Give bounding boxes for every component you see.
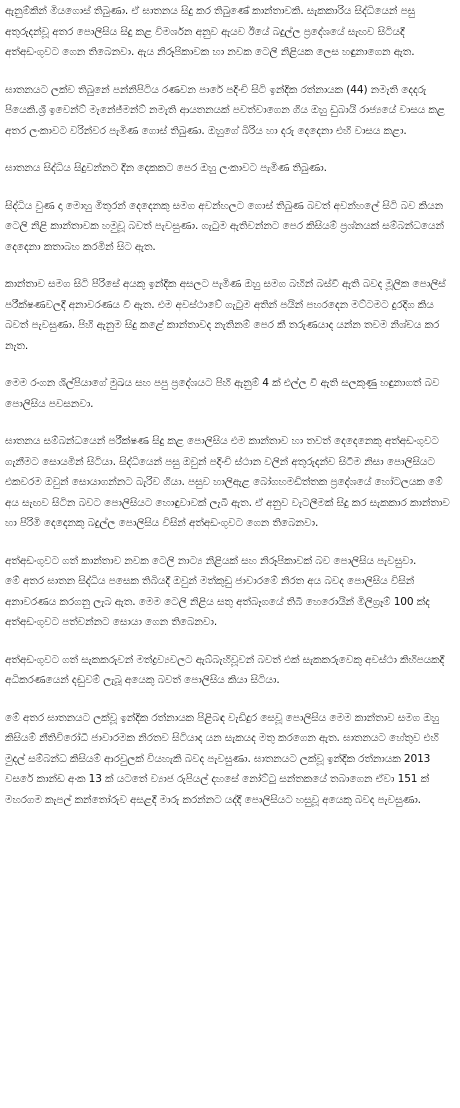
paragraph-stab-wounds: මෙම රංගන ශිල්පියාගේ මුඛය සහ පපු ප්‍රදේශයට පිහි ඇනුම් 4 ක් එල්ල වී ඇති සලකුණු හඳුනාගත් බව පොලිසිය පවසනවා.	[5, 377, 440, 410]
paragraph-victim-details: ඝාතනයට ලක්ව තිබුනේ පන්නිපිටිය රණවන පාරේ පදිංචි සිටි ඉන්දික රත්නායක (44) නමැති දෙදරු පියෙකි.ශ්‍රී ඉවෙන්ට් මැනේජ්මන්ට් නමැති ආයතනයක් පවත්වාගෙන ගිය ඔහු ඩුබායි රාජ්‍යයේ වාසය කළ අතර ලංකාවට වරින්වර පැමිණ ගොස් තිබුණා. ඔහුගේ බිරිය හා දරු දෙදෙනා එහි වාසය කළා.	[5, 83, 445, 137]
paragraph-arrival: ඝාතනය සිද්ධිය සිදුවන්නට දින දෙකකට පෙර ඔහු ලංකාවට පැමිණ තිබුණා.	[5, 162, 327, 174]
paragraph-victim-background: මේ අතර ඝාතනයට ලක්වූ ඉන්දික රත්නායක පිළිබඳ වැඩිදුර සෙවූ පොලිසිය මෙම කාන්තාව සමග ඔහු කිසියම් නීතිවිරෝධී ජාවාරමක නිරතව සිටියාද යන සැකයද මතු කරගෙන ඇත. ඝාතනයට හේතුව එහි මුදල් සම්බන්ධ කිසියම් ආරවුලක් වියහැකි බවද පැවසුණා. ඝාතනයට ලක්වූ ඉන්දික රත්නායක 2013 වසරේ කාන්ඩ අංක 13 ක් යටතේ ව්‍යාජ රුපියල් දහසේ නෝට්ටු සන්තකයේ තබාගෙන ඒවා 151 ක් මහරගම කැපල් කන්තෝරුව අසළදී මාරු කරන්නට යද්දී පොලිසියට හසුවූ අයෙකු බවද පැවසුණා.	[5, 711, 440, 806]
paragraph-restaurant: සිද්ධිය වුණ දා මොහු මිතුරන් දෙදෙනකු සමග අවන්හලට ගොස් තිබුණ බවත් අවන්හලේ සිටි බව කියන ටෙලි නිළි කාන්තාවක හමුවූ බවත් පැවසුණා. ගැටුම ඇතිවන්නට පෙර කිසියම් ප්‍රශ්නයක් සම්බන්ධයෙන් දෙදෙනා කතාබහ කරමින් සිට ඇත.	[5, 199, 444, 253]
paragraph-altercation: කාන්තාව සමග සිටි පිරිසේ අයකු ඉන්දික අසලට පැමිණ ඔහු සමග බහින් බස්වී ඇති බවද මූලික පොලිස් පරීක්ෂණවලදී අනාවරණය වී ඇත. එම අවස්ථාවේ ගැටුම අතින් පයින් පහරදෙන මට්ටමට දුරදිග කිය බවත් පැවසුණා. පිහි ඇනුම සිදු කළේ කාන්තාවද නැතිනම් පෙර කී තරුණයාද යන්න තවම නිශ්චය කර නැත.	[5, 278, 446, 352]
paragraph-suspect-history: අත්අඩංගුවට ගත් සැකකරුවන් මත්ද්‍රව්‍යවලට ඇබ්බැහිවූවන් බවත් එක් සැකකරුවෙකු අවස්ථා කිහිපයකදී අධිකරණයෙන් දඬුවම් ලැබූ අයෙකු බවත් පොලිසිය කියා සිටියා.	[5, 653, 445, 686]
paragraph-murder-summary: ඇනුම්කින් මියගොස් තිබුණා. ඒ ඝාතනය සිදු කර තිබුණේ කාන්තාවකි. සැකකාරිය සිද්ධියෙන් පසු අතුරුදන්වූ අතර පොලිසිය සිදු කළ විමර්ශන අනුව ඇයව ඊයේ බදුල්ල ප්‍රදේශයේ සැඟව සිටියදී අත්අඩංගුවට ගෙන තිබෙනවා. ඇය නිරූපිකාවක හා නවක ටෙලි නිළියක ලෙස හඳුනාගෙන ඇත.	[5, 5, 416, 58]
paragraph-drug-trafficking: මේ අතර ඝාතන සිද්ධිය පසෙක තිබියදී ඔවුන් මත්කුඩු ජාවාරමේ නිරත අය බවද පොලිසිය විසින් අනාවරණය කරගනු ලැබ ඇත. මෙම ටෙලි නිළිය සතු අත්බෑගයේ තිබී හෙරොයින් මිලිග්‍රෑම් 100 ක්ද අත්අඩංගුවට පත්වන්නට සොයා ගෙන තිබෙනවා.	[5, 575, 430, 628]
paragraph-investigation: ඝාතනය සම්බන්ධයෙන් පරීක්ෂණ සිදු කළ පොලිසිය එම කාන්තාව හා තවත් දෙදෙනෙකු අත්අඩංගුවට ගැනීමට සොයමින් සිටියා. සිද්ධියෙන් පසු ඔවුන් පදිංචි ස්ථාන වලින් අතුරුදන්ව සිටීම නිසා පොලිසියට එකවරම ඔවුන් සොයාගන්නට බැරිව ගියා. පසුව හාලිඇළ බෝගහමඩිත්තක ප්‍රදේශයේ හෝටලයක මේ අය සැඟව සිටින බවට පොලිසියට හොඳුවාවක් ලැබී ඇත. ඒ අනුව වැටලීමක් සිදු කර සැකකාර කාන්තාව හා පිරිමි දෙදෙනකු බදුල්ල පොලිසිය විසින් අත්අඩංගුවට ගෙන තිබෙනවා.	[5, 435, 450, 529]
paragraph-suspect-identity: අත්අඩංගුවට ගත් කාන්තාව නවක ටෙලි නාට්‍ය නිළියක් සහ නිරූපිකාවක් බව පොලිසිය පැවසුවා.	[5, 554, 417, 567]
